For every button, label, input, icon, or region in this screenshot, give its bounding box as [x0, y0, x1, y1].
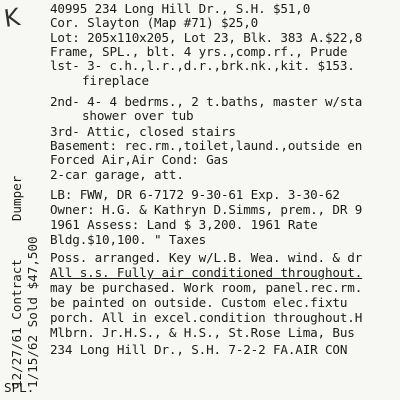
listing-line: lst- 3- c.h.,l.r.,d.r.,brk.nk.,kit. $153.: [50, 58, 355, 73]
dumper-label: Dumper: [9, 175, 24, 222]
listing-line: 2-car garage, att.: [50, 167, 184, 182]
listing-line: porch. All in excel.condition throughout.H: [50, 310, 363, 325]
listing-line: 40995 234 Long Hill Dr., S.H. $51,0: [50, 1, 311, 16]
listing-line: Lot: 205x110x205, Lot 23, Blk. 383 A.$22,8: [50, 30, 363, 45]
listing-line: Forced Air,Air Cond: Gas: [50, 152, 229, 167]
bottom-label: SPL.: [4, 380, 35, 395]
listing-line: 2nd- 4- 4 bedrms., 2 t.baths, master w/sta: [50, 94, 363, 109]
listing-line: All s.s. Fully air conditioned throughout.: [50, 265, 363, 280]
listing-line: LB: FWW, DR 6-7172 9-30-61 Exp. 3-30-62: [50, 187, 340, 202]
listing-line: Bldg.$10,100. " Taxes: [50, 232, 207, 247]
listing-line: Mlbrn. Jr.H.S., & H.S., St.Rose Lima, Bus: [50, 325, 355, 340]
listing-line: Cor. Slayton (Map #71) $25,0: [50, 15, 259, 30]
listing-line: Owner: H.G. & Kathryn D.Simms, prem., DR 9: [50, 202, 363, 217]
listing-line: Poss. arranged. Key w/L.B. Wea. wind. & dr: [50, 250, 363, 265]
listing-line: be painted on outside. Custom elec.fixtu: [50, 295, 348, 310]
sold-date-vertical: 1/15/62 Sold $47,500: [25, 236, 40, 388]
listing-line: fireplace: [82, 73, 149, 88]
contract-date-vertical: [10, 176, 24, 388]
contract-date: 12/27/61 Contract: [9, 259, 24, 388]
handwritten-mark: K: [2, 3, 22, 33]
listing-line: shower over tub: [82, 108, 194, 123]
listing-line: 1961 Assess: Land $ 3,200. 1961 Rate: [50, 217, 318, 232]
listing-line: Basement: rec.rm.,toilet,laund.,outside en: [50, 138, 363, 153]
listing-line: 3rd- Attic, closed stairs: [50, 124, 236, 139]
listing-line: 234 Long Hill Dr., S.H. 7-2-2 FA.AIR CON: [50, 342, 348, 357]
listing-line: Frame, SPL., blt. 4 yrs.,comp.rf., Prude: [50, 44, 348, 59]
listing-line: may be purchased. Work room, panel.rec.rm.: [50, 280, 363, 295]
